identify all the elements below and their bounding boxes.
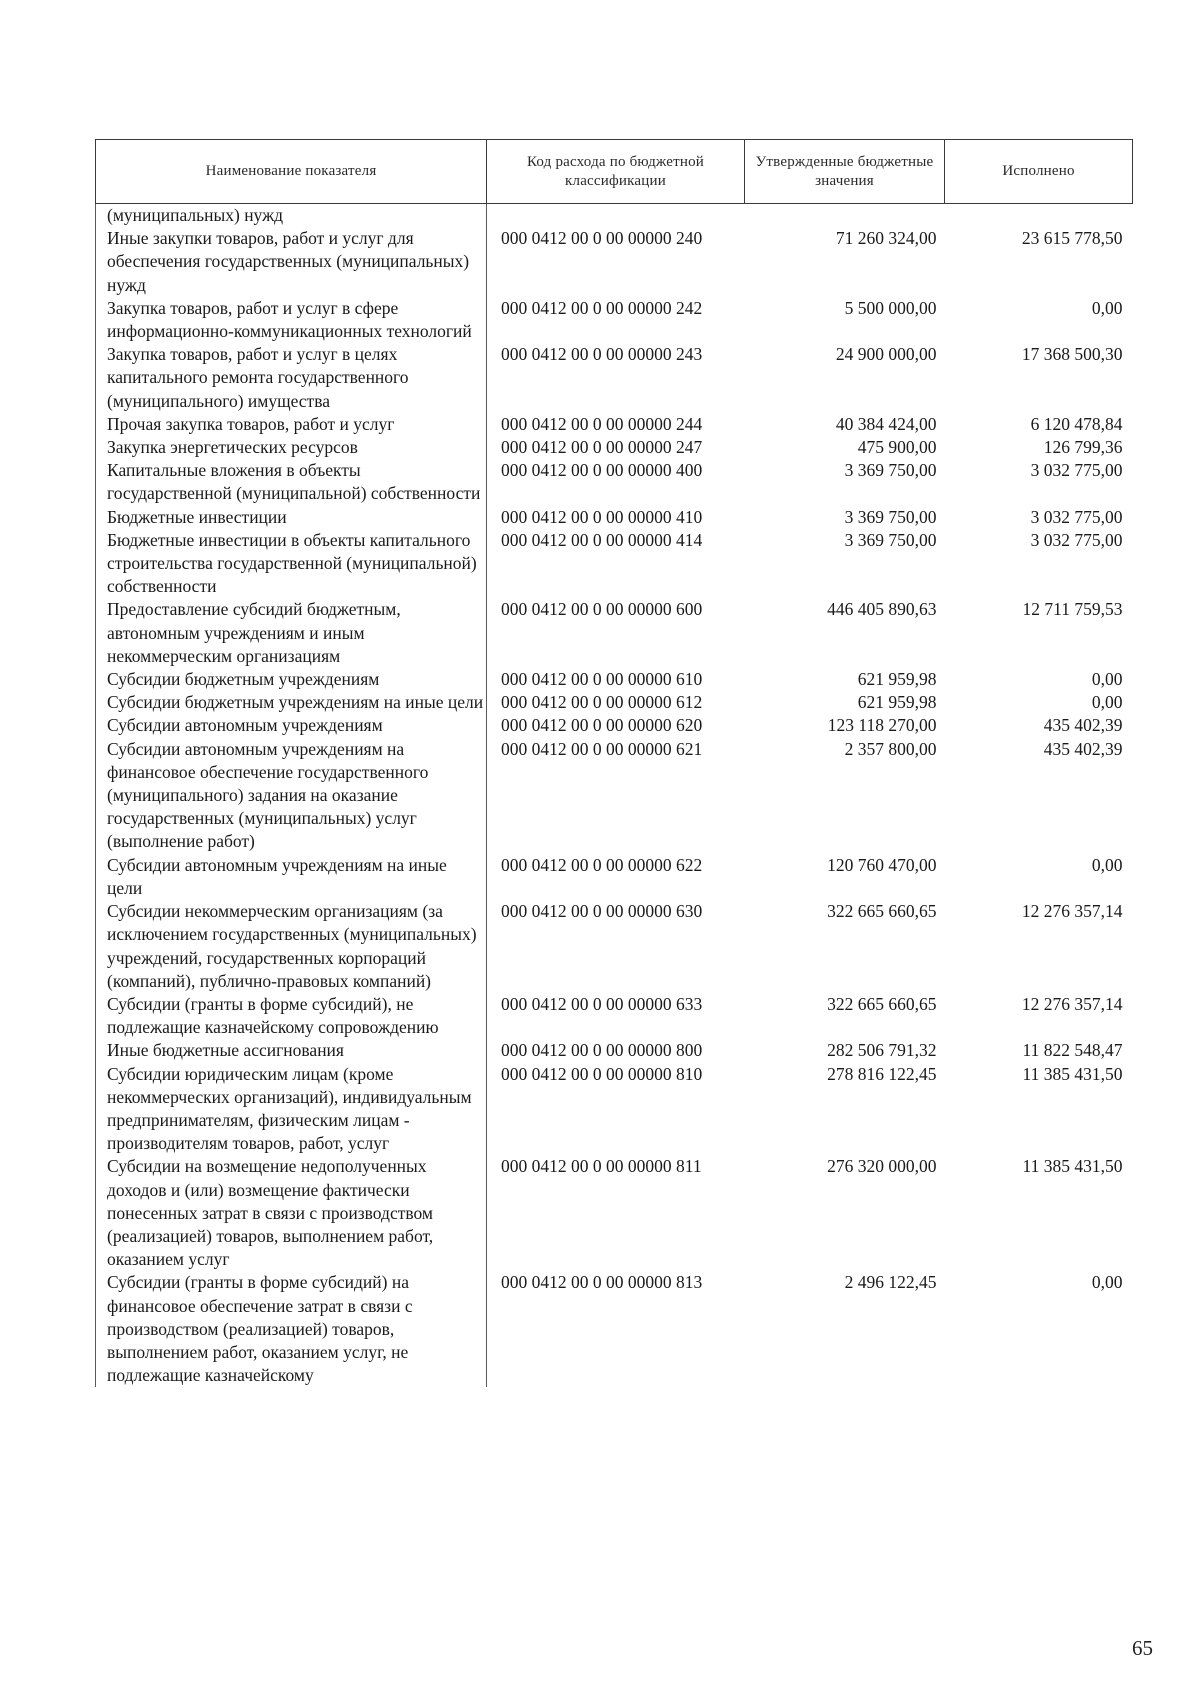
row-name: Бюджетные инвестиции в объекты капитального строительства государственной (муниципальной) собственности — [96, 529, 487, 599]
table-row — [96, 1271, 1133, 1387]
table-row — [96, 413, 1133, 436]
row-executed: 435 402,39 — [1043, 738, 1123, 759]
row-name: Закупка товаров, работ и услуг в целях капитального ремонта государственного (муниципального) имущества — [96, 343, 487, 413]
row-approved: 446 405 890,63 — [827, 599, 937, 620]
row-code: 000 0412 00 0 00 00000 633 — [501, 993, 703, 1014]
row-name: Предоставление субсидий бюджетным, автономным учреждениям и иным некоммерческим организациям — [96, 598, 487, 668]
table-row — [96, 1155, 1133, 1271]
table-header — [96, 140, 1133, 204]
header-name: Наименование показателя — [96, 140, 487, 204]
table-row — [96, 691, 1133, 714]
row-executed: 3 032 775,00 — [1030, 529, 1123, 550]
row-executed: 11 385 431,50 — [1022, 1063, 1123, 1084]
row-name: Субсидии (гранты в форме субсидий), не подлежащие казначейскому сопровождению — [96, 993, 487, 1039]
row-code: 000 0412 00 0 00 00000 622 — [501, 854, 703, 875]
table-row — [96, 459, 1133, 505]
row-executed: 3 032 775,00 — [1030, 460, 1123, 481]
row-approved: 621 959,98 — [857, 669, 937, 690]
table-row — [96, 1063, 1133, 1156]
row-code: 000 0412 00 0 00 00000 811 — [501, 1156, 702, 1177]
row-approved: 475 900,00 — [857, 437, 937, 458]
row-name: Субсидии автономным учреждениям — [96, 714, 487, 737]
header-approved: Утвержденные бюджетные значения — [745, 140, 945, 204]
row-code: 000 0412 00 0 00 00000 600 — [501, 599, 703, 620]
row-name: Капитальные вложения в объекты государственной (муниципальной) собственности — [96, 459, 487, 505]
row-approved: 3 369 750,00 — [844, 460, 937, 481]
row-name: Закупка товаров, работ и услуг в сфере информационно-коммуникационных технологий — [96, 297, 487, 343]
page-number: 65 — [1132, 1636, 1153, 1660]
row-code: 000 0412 00 0 00 00000 247 — [501, 437, 703, 458]
row-approved: 120 760 470,00 — [827, 854, 937, 875]
table-row — [96, 598, 1133, 668]
row-code: 000 0412 00 0 00 00000 810 — [501, 1063, 703, 1084]
row-name: Прочая закупка товаров, работ и услуг — [96, 413, 487, 436]
row-name: Иные закупки товаров, работ и услуг для обеспечения государственных (муниципальных) нужд — [96, 227, 487, 297]
row-name: Субсидии бюджетным учреждениям — [96, 668, 487, 691]
row-executed: 11 385 431,50 — [1022, 1156, 1123, 1177]
row-executed: 12 276 357,14 — [1021, 993, 1123, 1014]
row-executed: 23 615 778,50 — [1021, 228, 1123, 249]
row-approved: 40 384 424,00 — [835, 413, 937, 434]
row-code: 000 0412 00 0 00 00000 813 — [501, 1272, 703, 1293]
table-row — [96, 900, 1133, 993]
row-name: Субсидии бюджетным учреждениям на иные цели — [96, 691, 487, 714]
table-row — [96, 738, 1133, 854]
row-code: 000 0412 00 0 00 00000 610 — [501, 669, 703, 690]
row-name: Субсидии автономным учреждениям на иные цели — [96, 854, 487, 900]
row-code: 000 0412 00 0 00 00000 410 — [501, 506, 703, 527]
row-executed: 12 276 357,14 — [1021, 901, 1123, 922]
row-approved — [745, 204, 945, 228]
row-approved: 71 260 324,00 — [835, 228, 937, 249]
row-code: 000 0412 00 0 00 00000 244 — [501, 413, 703, 434]
row-executed: 6 120 478,84 — [1030, 413, 1123, 434]
row-code: 000 0412 00 0 00 00000 621 — [501, 738, 703, 759]
row-code: 000 0412 00 0 00 00000 242 — [501, 297, 703, 318]
row-name: Субсидии юридическим лицам (кроме некоммерческих организаций), индивидуальным предпринимателям, физическим лицам - производителям товаров, работ, услуг — [96, 1063, 487, 1156]
table-row — [96, 529, 1133, 599]
table-row — [96, 714, 1133, 737]
row-executed: 0,00 — [1091, 692, 1123, 713]
row-code — [487, 204, 745, 228]
table-row — [96, 227, 1133, 297]
row-executed: 11 822 548,47 — [1022, 1040, 1123, 1061]
row-code: 000 0412 00 0 00 00000 243 — [501, 344, 703, 365]
row-approved: 322 665 660,65 — [827, 901, 937, 922]
row-approved: 276 320 000,00 — [827, 1156, 937, 1177]
table-row — [96, 204, 1133, 228]
table-body — [96, 204, 1133, 1388]
table-row — [96, 993, 1133, 1039]
row-approved: 3 369 750,00 — [844, 506, 937, 527]
table-row — [96, 1039, 1133, 1062]
table-row — [96, 668, 1133, 691]
row-executed: 0,00 — [1091, 1272, 1123, 1293]
row-executed: 17 368 500,30 — [1021, 344, 1123, 365]
row-approved: 123 118 270,00 — [827, 715, 937, 736]
row-approved: 5 500 000,00 — [844, 297, 937, 318]
table-row — [96, 436, 1133, 459]
row-code: 000 0412 00 0 00 00000 630 — [501, 901, 703, 922]
row-executed: 12 711 759,53 — [1022, 599, 1123, 620]
row-code: 000 0412 00 0 00 00000 620 — [501, 715, 703, 736]
budget-table — [95, 139, 1133, 1387]
row-name: Закупка энергетических ресурсов — [96, 436, 487, 459]
row-approved: 322 665 660,65 — [827, 993, 937, 1014]
row-approved: 621 959,98 — [857, 692, 937, 713]
table-row — [96, 506, 1133, 529]
row-executed: 3 032 775,00 — [1030, 506, 1123, 527]
table-row — [96, 854, 1133, 900]
row-code: 000 0412 00 0 00 00000 612 — [501, 692, 703, 713]
table-row — [96, 297, 1133, 343]
row-executed — [945, 204, 1133, 228]
row-name: (муниципальных) нужд — [96, 204, 487, 228]
row-code: 000 0412 00 0 00 00000 400 — [501, 460, 703, 481]
row-approved: 278 816 122,45 — [827, 1063, 937, 1084]
row-code: 000 0412 00 0 00 00000 414 — [501, 529, 703, 550]
row-approved: 24 900 000,00 — [835, 344, 937, 365]
row-approved: 282 506 791,32 — [827, 1040, 937, 1061]
row-executed: 0,00 — [1091, 297, 1123, 318]
row-name: Субсидии некоммерческим организациям (за исключением государственных (муниципальных) учреждений, государственных корпораций (компаний), публично-правовых компаний) — [96, 900, 487, 993]
header-code: Код расхода по бюджетной классификации — [487, 140, 745, 204]
row-approved: 2 496 122,45 — [844, 1272, 937, 1293]
row-code: 000 0412 00 0 00 00000 240 — [501, 228, 703, 249]
row-name: Субсидии (гранты в форме субсидий) на финансовое обеспечение затрат в связи с производством (реализацией) товаров, выполнением работ, оказанием услуг, не подлежащие казначейскому — [96, 1271, 487, 1387]
row-executed: 0,00 — [1091, 669, 1123, 690]
row-executed: 0,00 — [1091, 854, 1123, 875]
row-executed: 435 402,39 — [1043, 715, 1123, 736]
row-name: Бюджетные инвестиции — [96, 506, 487, 529]
row-name: Иные бюджетные ассигнования — [96, 1039, 487, 1062]
row-name: Субсидии автономным учреждениям на финансовое обеспечение государственного (муниципального) задания на оказание государственных (муниципальных) услуг (выполнение работ) — [96, 738, 487, 854]
header-executed: Исполнено — [945, 140, 1133, 204]
table-row — [96, 343, 1133, 413]
row-approved: 3 369 750,00 — [844, 529, 937, 550]
row-approved: 2 357 800,00 — [844, 738, 937, 759]
row-name: Субсидии на возмещение недополученных доходов и (или) возмещение фактически понесенных затрат в связи с производством (реализацией) товаров, выполнением работ, оказанием услуг — [96, 1155, 487, 1271]
row-executed: 126 799,36 — [1043, 437, 1123, 458]
row-code: 000 0412 00 0 00 00000 800 — [501, 1040, 703, 1061]
